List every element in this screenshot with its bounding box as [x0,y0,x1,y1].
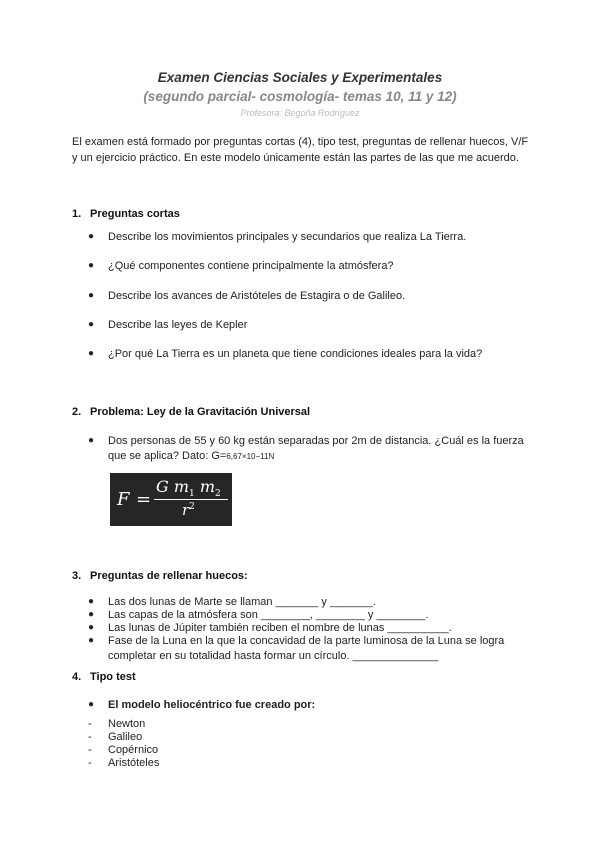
section-3-title: Preguntas de rellenar huecos: [90,570,248,582]
list-item: ● Las lunas de Júpiter también reciben el nombre de lunas __________. [88,622,452,634]
test-option: - Copérnico [88,744,159,756]
bullet-icon: ● [88,635,95,646]
bullet-icon: ● [88,609,95,620]
bullet-icon: ● [88,622,95,633]
bullet-icon: ● [88,348,95,359]
bullet-icon: ● [88,699,95,710]
test-option: - Galileo [88,731,143,743]
list-item: ● ¿Qué componentes contiene principalmente la atmósfera? [88,260,394,272]
test-option: - Aristóteles [88,757,160,769]
list-item: ● Fase de la Luna en la que la concavidad de la parte luminosa de la Luna se logra completar en su totalidad hasta formar un círculo. ______________ [88,635,505,662]
section-4-heading [72,671,136,683]
section-3-heading [72,570,248,582]
dash-marker: - [88,731,92,743]
bullet-icon: ● [88,435,95,446]
section-4-number: 4. [72,671,82,683]
test-option: - Newton [88,718,146,730]
test-question: ● El modelo heliocéntrico fue creado por: [88,699,316,711]
intro-paragraph: El examen está formado por preguntas cortas (4), tipo test, preguntas de rellenar huecos, V/F y un ejercicio práctico. En este modelo únicamente están las partes de las que me acuerdo. [72,136,529,164]
section-1-number: 1. [72,208,82,220]
bullet-icon: ● [88,260,95,271]
list-item: ● Describe los movimientos principales y secundarios que realiza La Tierra. [88,231,467,243]
section-1-heading [72,208,180,220]
gravitational-constant: 6,67×10−11N [226,451,275,461]
section-4-title: Tipo test [90,671,136,683]
dash-marker: - [88,718,92,730]
exam-title: Examen Ciencias Sociales y Experimentales [157,70,443,85]
fraction-bar [154,499,228,500]
section-3-number: 3. [72,570,82,582]
problem-statement: ● Dos personas de 55 y 60 kg están separadas por 2m de distancia. ¿Cuál es la fuerza que se aplica? Dato: G=6,67×10−11N [88,435,524,462]
bullet-icon: ● [88,596,95,607]
exam-subtitle: (segundo parcial- cosmología- temas 10, 11 y 12) [143,89,457,104]
list-item: ● Describe los avances de Aristóteles de Estagira o de Galileo. [88,290,406,302]
list-item: ● ¿Por qué La Tierra es un planeta que tiene condiciones ideales para la vida? [88,348,483,360]
list-item: ● Describe las leyes de Kepler [88,319,248,331]
section-2-heading [72,406,311,418]
dash-marker: - [88,757,92,769]
bullet-icon: ● [88,231,95,242]
list-item: ● Las capas de la atmósfera son ________, ________ y ________. [88,609,429,621]
gravitation-formula-image: F = G $m_1$ $m_2$ $r^2$ [110,473,232,526]
dash-marker: - [88,744,92,756]
section-2-number: 2. [72,406,82,418]
list-item: ● Las dos lunas de Marte se llaman _______ y _______. [88,596,376,608]
bullet-icon: ● [88,290,95,301]
teacher-name: Profesora: Begoña Rodríguez [240,108,360,118]
section-2-title: Problema: Ley de la Gravitación Universal [90,406,311,418]
bullet-icon: ● [88,319,95,330]
section-1-title: Preguntas cortas [90,208,180,220]
